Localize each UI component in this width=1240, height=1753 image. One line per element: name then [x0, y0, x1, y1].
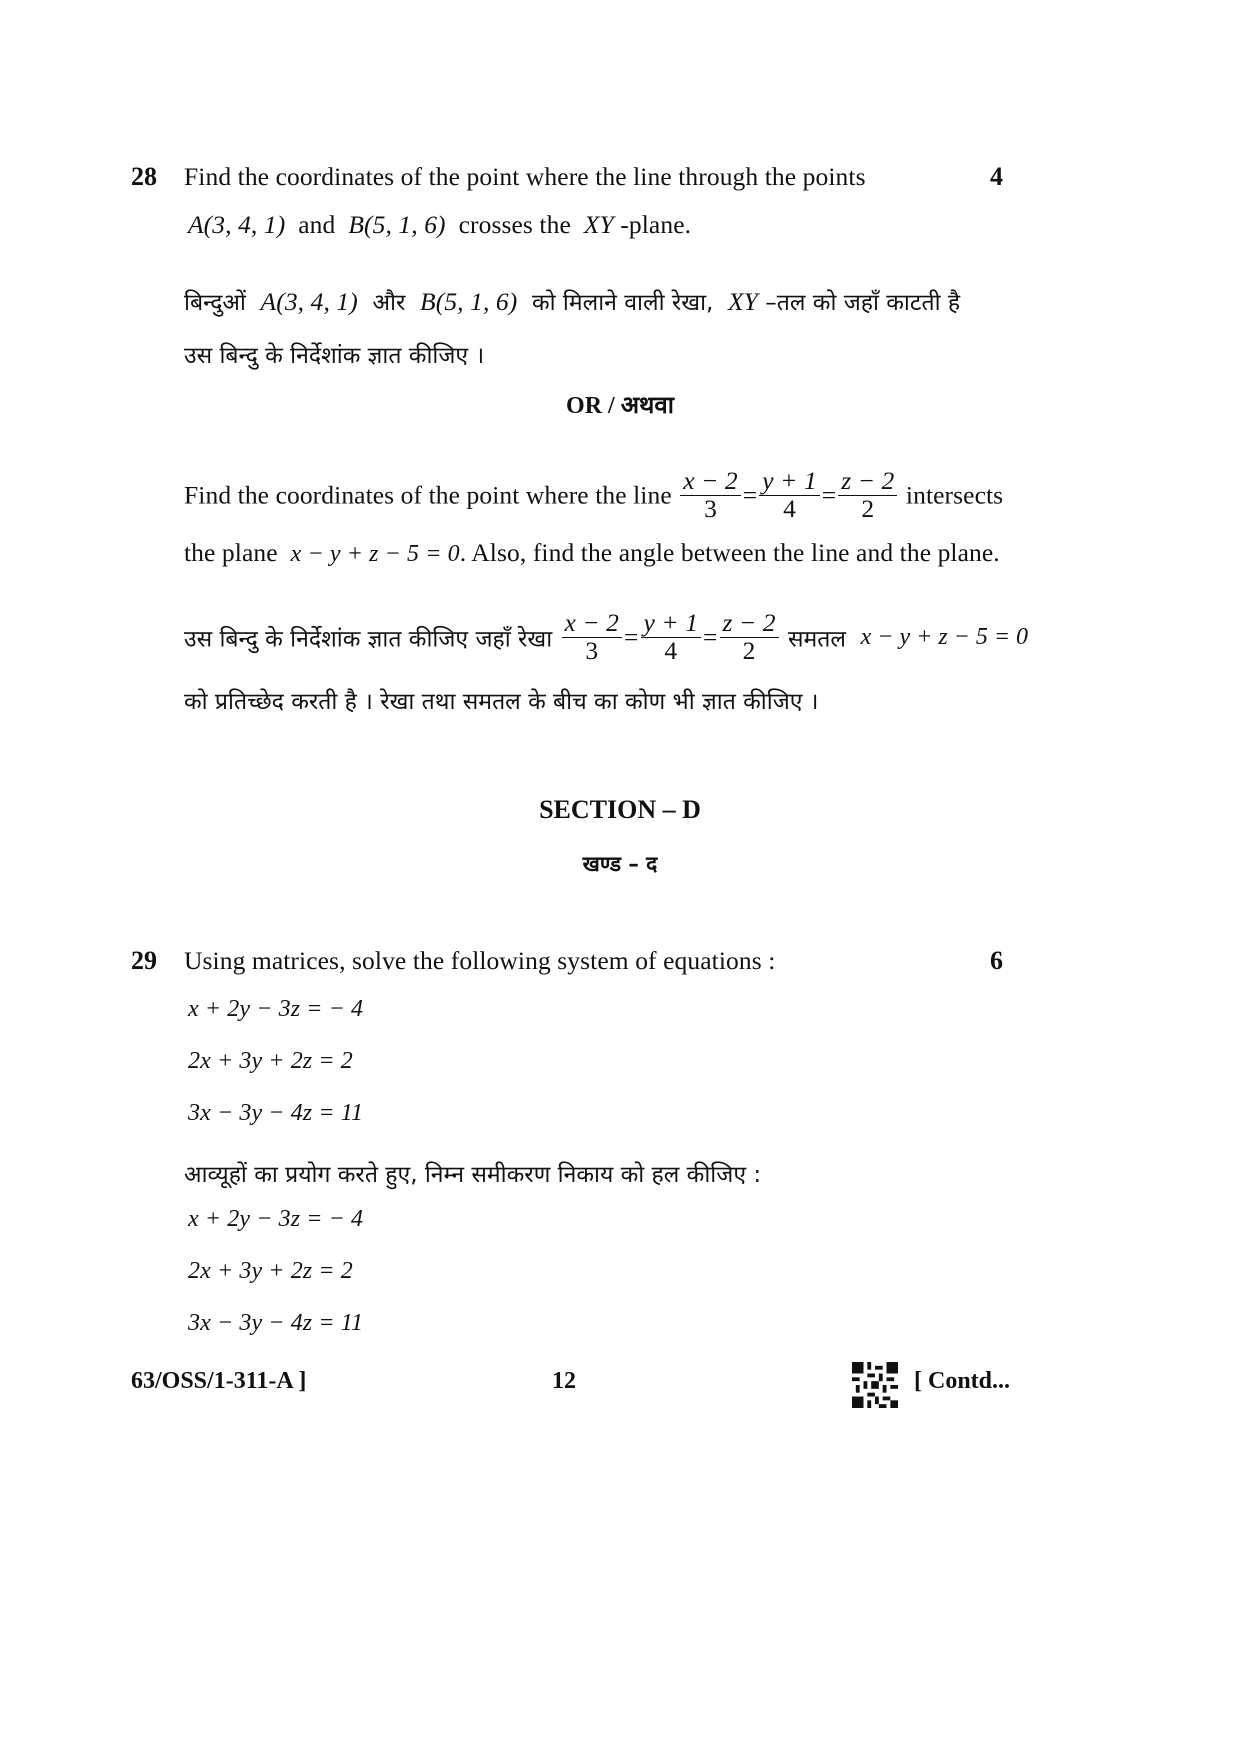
frac-den: 2: [742, 635, 756, 665]
and-word: and: [298, 210, 336, 239]
plane-name-hi: XY: [727, 287, 758, 316]
hindi-text: समतल: [787, 626, 846, 653]
hindi-text: –तल को जहाँ काटती है: [765, 290, 961, 316]
point-a: A(3, 4, 1): [188, 210, 286, 239]
qr-code-icon: [852, 1362, 898, 1408]
fraction-3: [838, 468, 897, 523]
equation-1: x + 2y − 3z = − 4: [188, 996, 364, 1022]
q28-alt-english-line-1: Find the coordinates of the point where the line $\frac{x - 2}{3}$ = $\frac{y + 1}{4}$ = $\frac{z - 2}{2}$ intersects: [184, 466, 1004, 523]
point-b-hi: B(5, 1, 6): [420, 287, 518, 316]
plane-equation-hi: x − y + z − 5 = 0: [860, 623, 1029, 650]
q28-alt-hindi-line-2: को प्रतिच्छेद करती है । रेखा तथा समतल के बीच का कोण भी ज्ञात कीजिए ।: [184, 689, 819, 715]
alt-text: the plane: [184, 538, 278, 567]
q28-hindi-line-2: उस बिन्दु के निर्देशांक ज्ञात कीजिए ।: [184, 343, 485, 369]
alt-text: intersects: [905, 480, 1004, 510]
question-number: 28: [131, 162, 157, 191]
fraction-1-hi: [562, 610, 623, 665]
question-number: 29: [131, 946, 157, 975]
frac-num: y + 1: [641, 610, 702, 638]
equation-2: 2x + 3y + 2z = 2: [188, 1048, 353, 1074]
plane-suffix: -plane.: [620, 210, 692, 239]
fraction-2-hi: [641, 610, 702, 665]
q28-alt-hindi-line-1: उस बिन्दु के निर्देशांक ज्ञात कीजिए जहाँ रेखा $\frac{x - 2}{3}$ = $\frac{y + 1}{4}$ = $\frac{z - 2}{2}$ समतल x − y + z − 5 = 0: [184, 608, 1029, 665]
question-marks: 4: [990, 162, 1003, 191]
frac-den: 3: [704, 493, 717, 523]
fraction-3-hi: [720, 610, 779, 665]
alt-text: Find the coordinates of the point where the line: [184, 480, 672, 510]
plane-equation: x − y + z − 5 = 0: [290, 541, 460, 567]
frac-den: 2: [861, 493, 875, 523]
frac-num: x − 2: [680, 468, 741, 496]
continued-label: [ Contd...: [914, 1368, 1011, 1394]
frac-num: z − 2: [838, 468, 897, 496]
crosses-the: crosses the: [458, 210, 571, 239]
q29-hindi-text: आव्यूहों का प्रयोग करते हुए, निम्न समीकरण निकाय को हल कीजिए :: [184, 1162, 762, 1188]
section-title-hindi: खण्ड – द: [582, 852, 658, 876]
equation-3: 3x − 3y − 4z = 11: [188, 1100, 364, 1126]
hindi-text: को मिलाने वाली रेखा,: [531, 290, 714, 316]
frac-den: 3: [585, 635, 599, 665]
frac-num: x − 2: [562, 610, 623, 638]
fraction-1: [680, 468, 741, 523]
q29-english-text: Using matrices, solve the following system of equations :: [184, 946, 776, 975]
equation-2-hi: 2x + 3y + 2z = 2: [188, 1258, 353, 1284]
q28-hindi-line-1: [184, 285, 960, 317]
question-marks: 6: [990, 946, 1003, 975]
frac-num: z − 2: [720, 610, 779, 638]
page-number: 12: [552, 1368, 576, 1394]
alt-text: . Also, find the angle between the line and the plane.: [459, 538, 1000, 567]
equation-1-hi: x + 2y − 3z = − 4: [188, 1206, 364, 1232]
or-label: OR / अथवा: [566, 393, 674, 419]
section-title: SECTION – D: [539, 795, 701, 824]
q28-alt-english-line-2: [184, 538, 1000, 568]
frac-den: 4: [664, 635, 678, 665]
frac-den: 4: [783, 493, 796, 523]
plane-name: XY: [583, 210, 614, 239]
hindi-text: और: [372, 290, 406, 316]
q28-english-line-2: [188, 210, 691, 240]
equation-3-hi: 3x − 3y − 4z = 11: [188, 1310, 364, 1336]
hindi-text: बिन्दुओं: [184, 290, 246, 316]
fraction-2: [759, 468, 820, 523]
q28-english-line-1: Find the coordinates of the point where the line through the points: [184, 162, 866, 191]
hindi-text: उस बिन्दु के निर्देशांक ज्ञात कीजिए जहाँ रेखा: [184, 626, 553, 653]
frac-num: y + 1: [759, 468, 820, 496]
point-b: B(5, 1, 6): [348, 210, 446, 239]
point-a-hi: A(3, 4, 1): [260, 287, 358, 316]
paper-code: 63/OSS/1-311-A ]: [131, 1368, 307, 1394]
